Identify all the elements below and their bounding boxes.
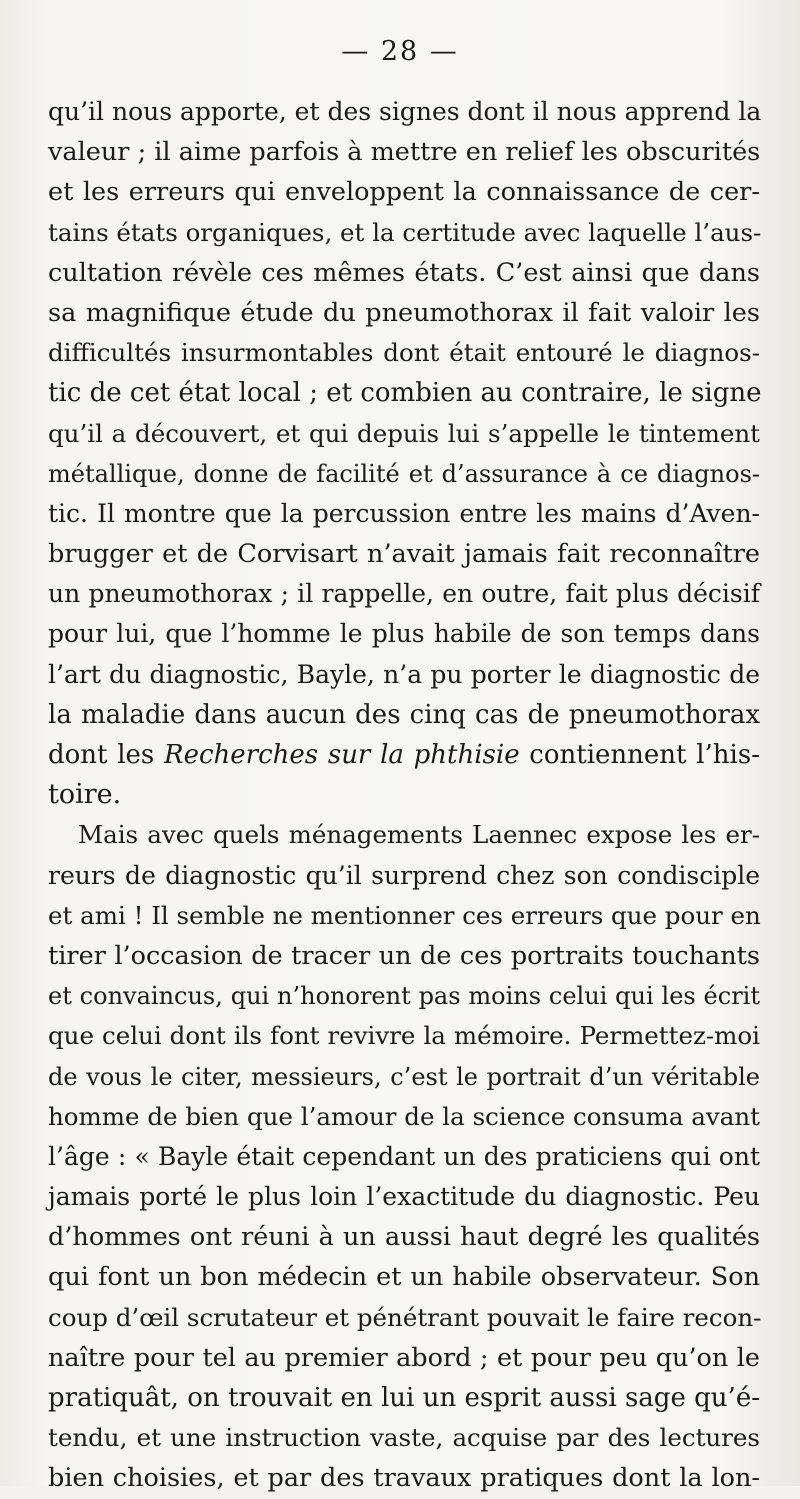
text-line: homme de bien que l’amour de la science consuma avant <box>48 1101 760 1131</box>
text-line-with-title <box>48 735 760 775</box>
text-line: et les erreurs qui enveloppent la connaissance de cer- <box>48 177 760 208</box>
text-line: métallique, donne de facilité et d’assurance à ce diagnos- <box>48 459 760 488</box>
text-segment: dont les <box>48 740 164 770</box>
text-segment: contiennent l’his- <box>519 740 760 770</box>
text-line: tains états organiques, et la certitude avec laquelle l’aus- <box>48 217 762 247</box>
text-line: brugger et de Corvisart n’avait jamais fait reconnaître <box>48 539 760 570</box>
page-number: — 28 — <box>341 36 459 67</box>
text-line: bien choisies, et par des travaux pratiques dont la lon- <box>48 1463 760 1494</box>
text-line: coup d’œil scrutateur et pénétrant pouvait le faire recon- <box>48 1302 762 1332</box>
text-line: reurs de diagnostic qu’il surprend chez son condisciple <box>48 860 760 890</box>
text-line: qu’il nous apporte, et des signes dont il nous apprend la <box>48 97 762 126</box>
text-line: tic. Il montre que la percussion entre les mains d’Aven- <box>48 498 760 528</box>
text-line: cultation révèle ces mêmes états. C’est ainsi que dans <box>48 257 760 288</box>
text-line: qu’il a découvert, et qui depuis lui s’appelle le tintement <box>48 418 760 448</box>
text-line: jamais porté le plus loin l’exactitude du diagnostic. Peu <box>48 1182 760 1212</box>
text-line: tic de cet état local ; et combien au contraire, le signe <box>48 378 762 409</box>
text-line: l’âge : « Bayle était cependant un des praticiens qui ont <box>48 1141 760 1171</box>
text-line: sa magnifique étude du pneumothorax il fait valoir les <box>48 297 760 328</box>
text-line: de vous le citer, messieurs, c’est le portrait d’un véritable <box>48 1062 760 1091</box>
text-line: pour lui, que l’homme le plus habile de son temps dans <box>48 619 760 649</box>
text-line: toire. <box>48 779 122 811</box>
text-line: difficultés insurmontables dont était entouré le diagnos- <box>48 338 760 368</box>
text-line: et convaincus, qui n’honorent pas moins celui qui les écrit <box>48 982 760 1011</box>
body-text <box>48 92 760 1499</box>
text-line: la maladie dans aucun des cinq cas de pneumothorax <box>48 699 760 730</box>
text-line: que celui dont ils font revivre la mémoire. Permettez-moi <box>48 1021 760 1051</box>
text-line: tendu, et une instruction vaste, acquise par des lectures <box>48 1423 760 1453</box>
text-line: l’art du diagnostic, Bayle, n’a pu porter le diagnostic de <box>48 659 760 689</box>
text-line: un pneumothorax ; il rappelle, en outre, fait plus décisif <box>48 579 760 609</box>
text-line: valeur ; il aime parfois à mettre en relief les obscurités <box>48 137 761 168</box>
text-line: qui font un bon médecin et un habile observateur. Son <box>48 1262 760 1293</box>
text-line: tirer l’occasion de tracer un de ces portraits touchants <box>48 940 760 971</box>
text-line: pratiquât, on trouvait en lui un esprit aussi sage qu’é- <box>48 1383 760 1413</box>
paragraph-first-line: Mais avec quels ménagements Laennec expose les er- <box>78 820 760 850</box>
text-line: et ami ! Il semble ne mentionner ces erreurs que pour en <box>48 900 761 930</box>
book-title: Recherches sur la phthisie <box>164 740 520 770</box>
text-line: d’hommes ont réuni à un aussi haut degré les qualités <box>48 1222 760 1253</box>
text-line: naître pour tel au premier abord ; et pour peu qu’on le <box>48 1342 760 1373</box>
